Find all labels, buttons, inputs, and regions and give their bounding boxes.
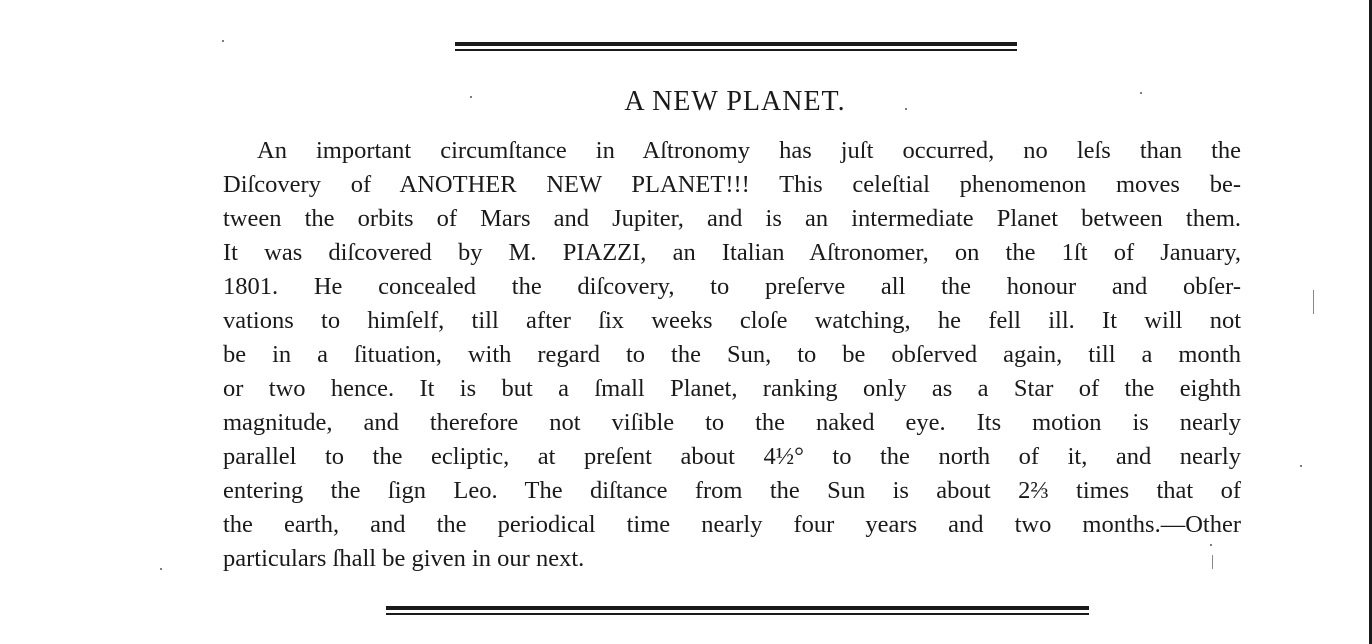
article-body xyxy=(223,134,1241,576)
article-title: A NEW PLANET. xyxy=(624,86,846,117)
ink-speck xyxy=(1210,544,1212,546)
ink-speck xyxy=(160,568,162,570)
ink-speck xyxy=(470,96,472,98)
ink-mark xyxy=(1212,555,1213,569)
article-line-7: be in a ſituation, with regard to the Sun, to be obſerved again, till a month xyxy=(223,341,1241,368)
article-line-3: tween the orbits of Mars and Jupiter, and is an intermediate Planet between them. xyxy=(223,205,1241,232)
article-line-13: particulars ſhall be given in our next. xyxy=(223,545,585,572)
ink-mark xyxy=(1313,290,1314,314)
article-line-9: magnitude, and therefore not viſible to the naked eye. Its motion is nearly xyxy=(223,409,1241,436)
article-line-6: vations to himſelf, till after ſix weeks cloſe watching, he fell ill. It will not xyxy=(223,307,1241,334)
bottom-rule-thin-line xyxy=(386,613,1089,615)
ink-speck xyxy=(905,108,907,110)
top-rule-thin-line xyxy=(455,49,1017,51)
article-line-4: It was diſcovered by M. PIAZZI, an Italian Aſtronomer, on the 1ſt of January, xyxy=(223,239,1241,266)
ink-speck xyxy=(1300,465,1302,467)
article-line-10: parallel to the ecliptic, at preſent about 4½° to the north of it, and nearly xyxy=(223,443,1241,470)
article-line-1: An important circumſtance in Aſtronomy has juſt occurred, no leſs than the xyxy=(257,137,1241,164)
article-line-5: 1801. He concealed the diſcovery, to preſerve all the honour and obſer- xyxy=(223,273,1241,300)
article-line-12: the earth, and the periodical time nearly four years and two months.—Other xyxy=(223,511,1241,538)
ink-speck xyxy=(222,40,224,42)
top-double-rule xyxy=(455,42,1017,51)
ink-speck xyxy=(1140,92,1142,94)
article-line-8: or two hence. It is but a ſmall Planet, ranking only as a Star of the eighth xyxy=(223,375,1241,402)
article-line-11: entering the ſign Leo. The diſtance from the Sun is about 2⅔ times that of xyxy=(223,477,1241,504)
article-line-2: Diſcovery of ANOTHER NEW PLANET!!! This celeſtial phenomenon moves be- xyxy=(223,171,1241,198)
bottom-double-rule xyxy=(386,606,1089,615)
